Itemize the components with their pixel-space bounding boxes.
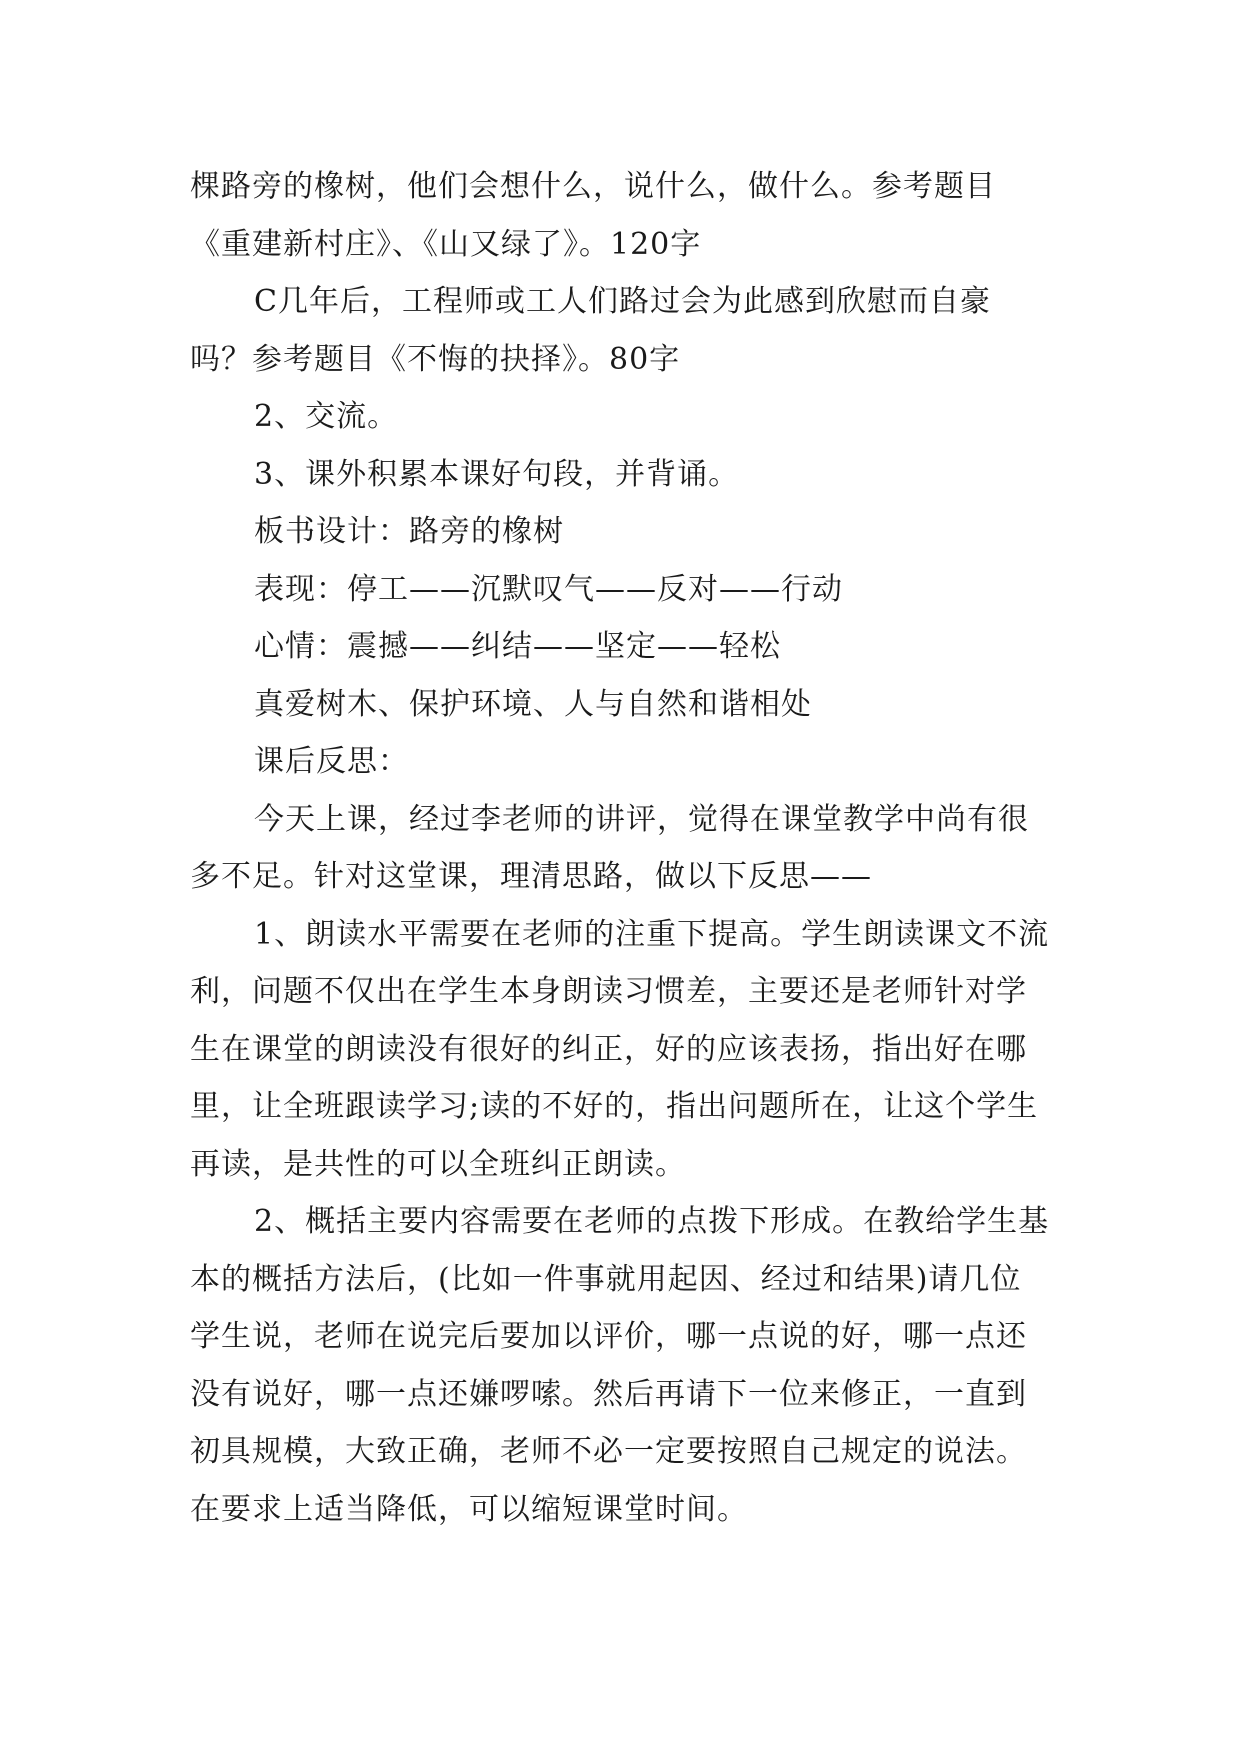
paragraph-4: 3、课外积累本课好句段，并背诵。 [254,456,740,492]
paragraph-6: 表现：停工——沉默叹气——反对——行动 [254,571,843,607]
paragraph-3: 2、交流。 [254,399,399,434]
paragraph-10: 今天上课，经过李老师的讲评，觉得在课堂教学中尚有很多不足。针对这堂课，理清思路，做以下反思—— [190,801,1029,894]
paragraph-7: 心情：震撼——纠结——坚定——轻松 [254,629,781,664]
document-body [190,158,1050,1538]
paragraph-2: C几年后，工程师或工人们路过会为此感到欣慰而自豪吗？参考题目《不悔的抉择》。80字 [190,284,991,377]
paragraph-9: 课后反思： [254,744,409,779]
paragraph-12: 2、概括主要内容需要在老师的点拨下形成。在教给学生基本的概括方法后，(比如一件事就用起因、经过和结果)请几位学生说，老师在说完后要加以评价，哪一点说的好，哪一点还没有说好，哪一点还嫌啰嗦。然后再请下一位来修正，一直到初具规模，大致正确，老师不必一定要按照自己规定的说法。在要求上适当降低，可以缩短课堂时间。 [190,1204,1050,1527]
paragraph-1: 棵路旁的橡树，他们会想什么，说什么，做什么。参考题目《重建新村庄》、《山又绿了》。120字 [190,169,996,262]
paragraph-11: 1、朗读水平需要在老师的注重下提高。学生朗读课文不流利，问题不仅出在学生本身朗读习惯差，主要还是老师针对学生在课堂的朗读没有很好的纠正，好的应该表扬，指出好在哪里，让全班跟读学习;读的不好的，指出问题所在，让这个学生再读，是共性的可以全班纠正朗读。 [190,916,1050,1182]
paragraph-5: 板书设计：路旁的橡树 [254,514,564,549]
paragraph-8: 真爱树木、保护环境、人与自然和谐相处 [254,686,812,722]
